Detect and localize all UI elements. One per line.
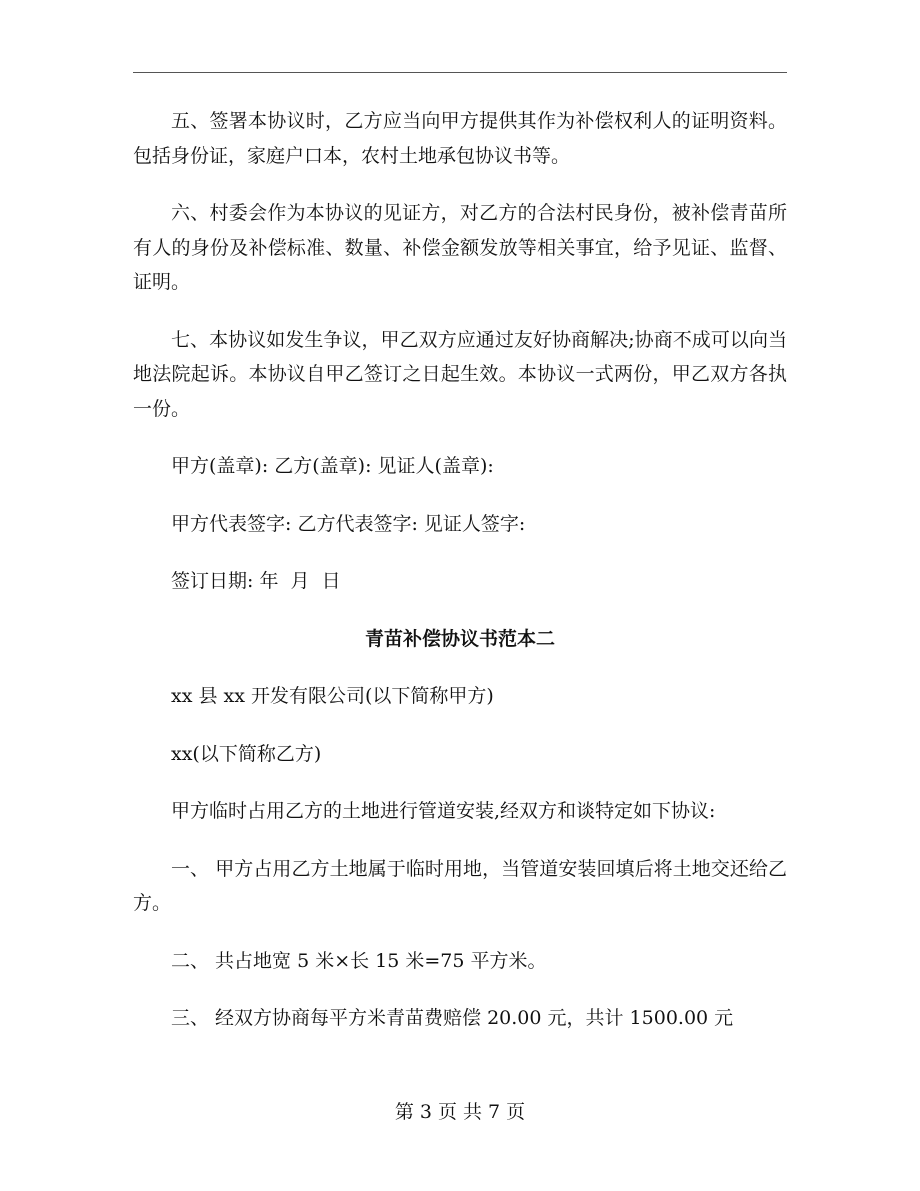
header-rule — [133, 72, 787, 73]
clause-seven: 七、本协议如发生争议，甲乙双方应通过友好协商解决;协商不成可以向当地法院起诉。本协议自甲乙签订之日起生效。本协议一式两份，甲乙双方各执一份。 — [133, 328, 787, 420]
page-number: 第 3 页 共 7 页 — [394, 1101, 526, 1123]
item-one: 一、 甲方占用乙方土地属于临时用地，当管道安装回填后将土地交还给乙方。 — [133, 857, 787, 914]
agreement-intro: 甲方临时占用乙方的土地进行管道安装,经双方和谈特定如下协议: — [171, 800, 716, 822]
seal-line: 甲方(盖章): 乙方(盖章): 见证人(盖章): — [171, 455, 494, 477]
clause-six: 六、村委会作为本协议的见证方，对乙方的合法村民身份，被补偿青苗所有人的身份及补偿标准、数量、补偿金额发放等相关事宜，给予见证、监督、证明。 — [133, 202, 787, 293]
clause-five: 五、签署本协议时，乙方应当向甲方提供其作为补偿权利人的证明资料。包括身份证，家庭户口本，农村土地承包协议书等。 — [133, 110, 787, 167]
sign-date-line: 签订日期: 年 月 日 — [171, 570, 341, 592]
item-two: 二、 共占地宽 5 米×长 15 米=75 平方米。 — [171, 949, 547, 972]
party-b-line: xx(以下简称乙方) — [171, 742, 322, 765]
party-a-line: xx 县 xx 开发有限公司(以下简称甲方) — [171, 685, 494, 707]
signature-line: 甲方代表签字: 乙方代表签字: 见证人签字: — [171, 512, 526, 535]
item-three: 三、 经双方协商每平方米青苗费赔偿 20.00 元，共计 1500.00 元 — [171, 1007, 734, 1029]
section-title: 青苗补偿协议书范本二 — [364, 627, 555, 650]
document-body — [133, 104, 787, 1059]
